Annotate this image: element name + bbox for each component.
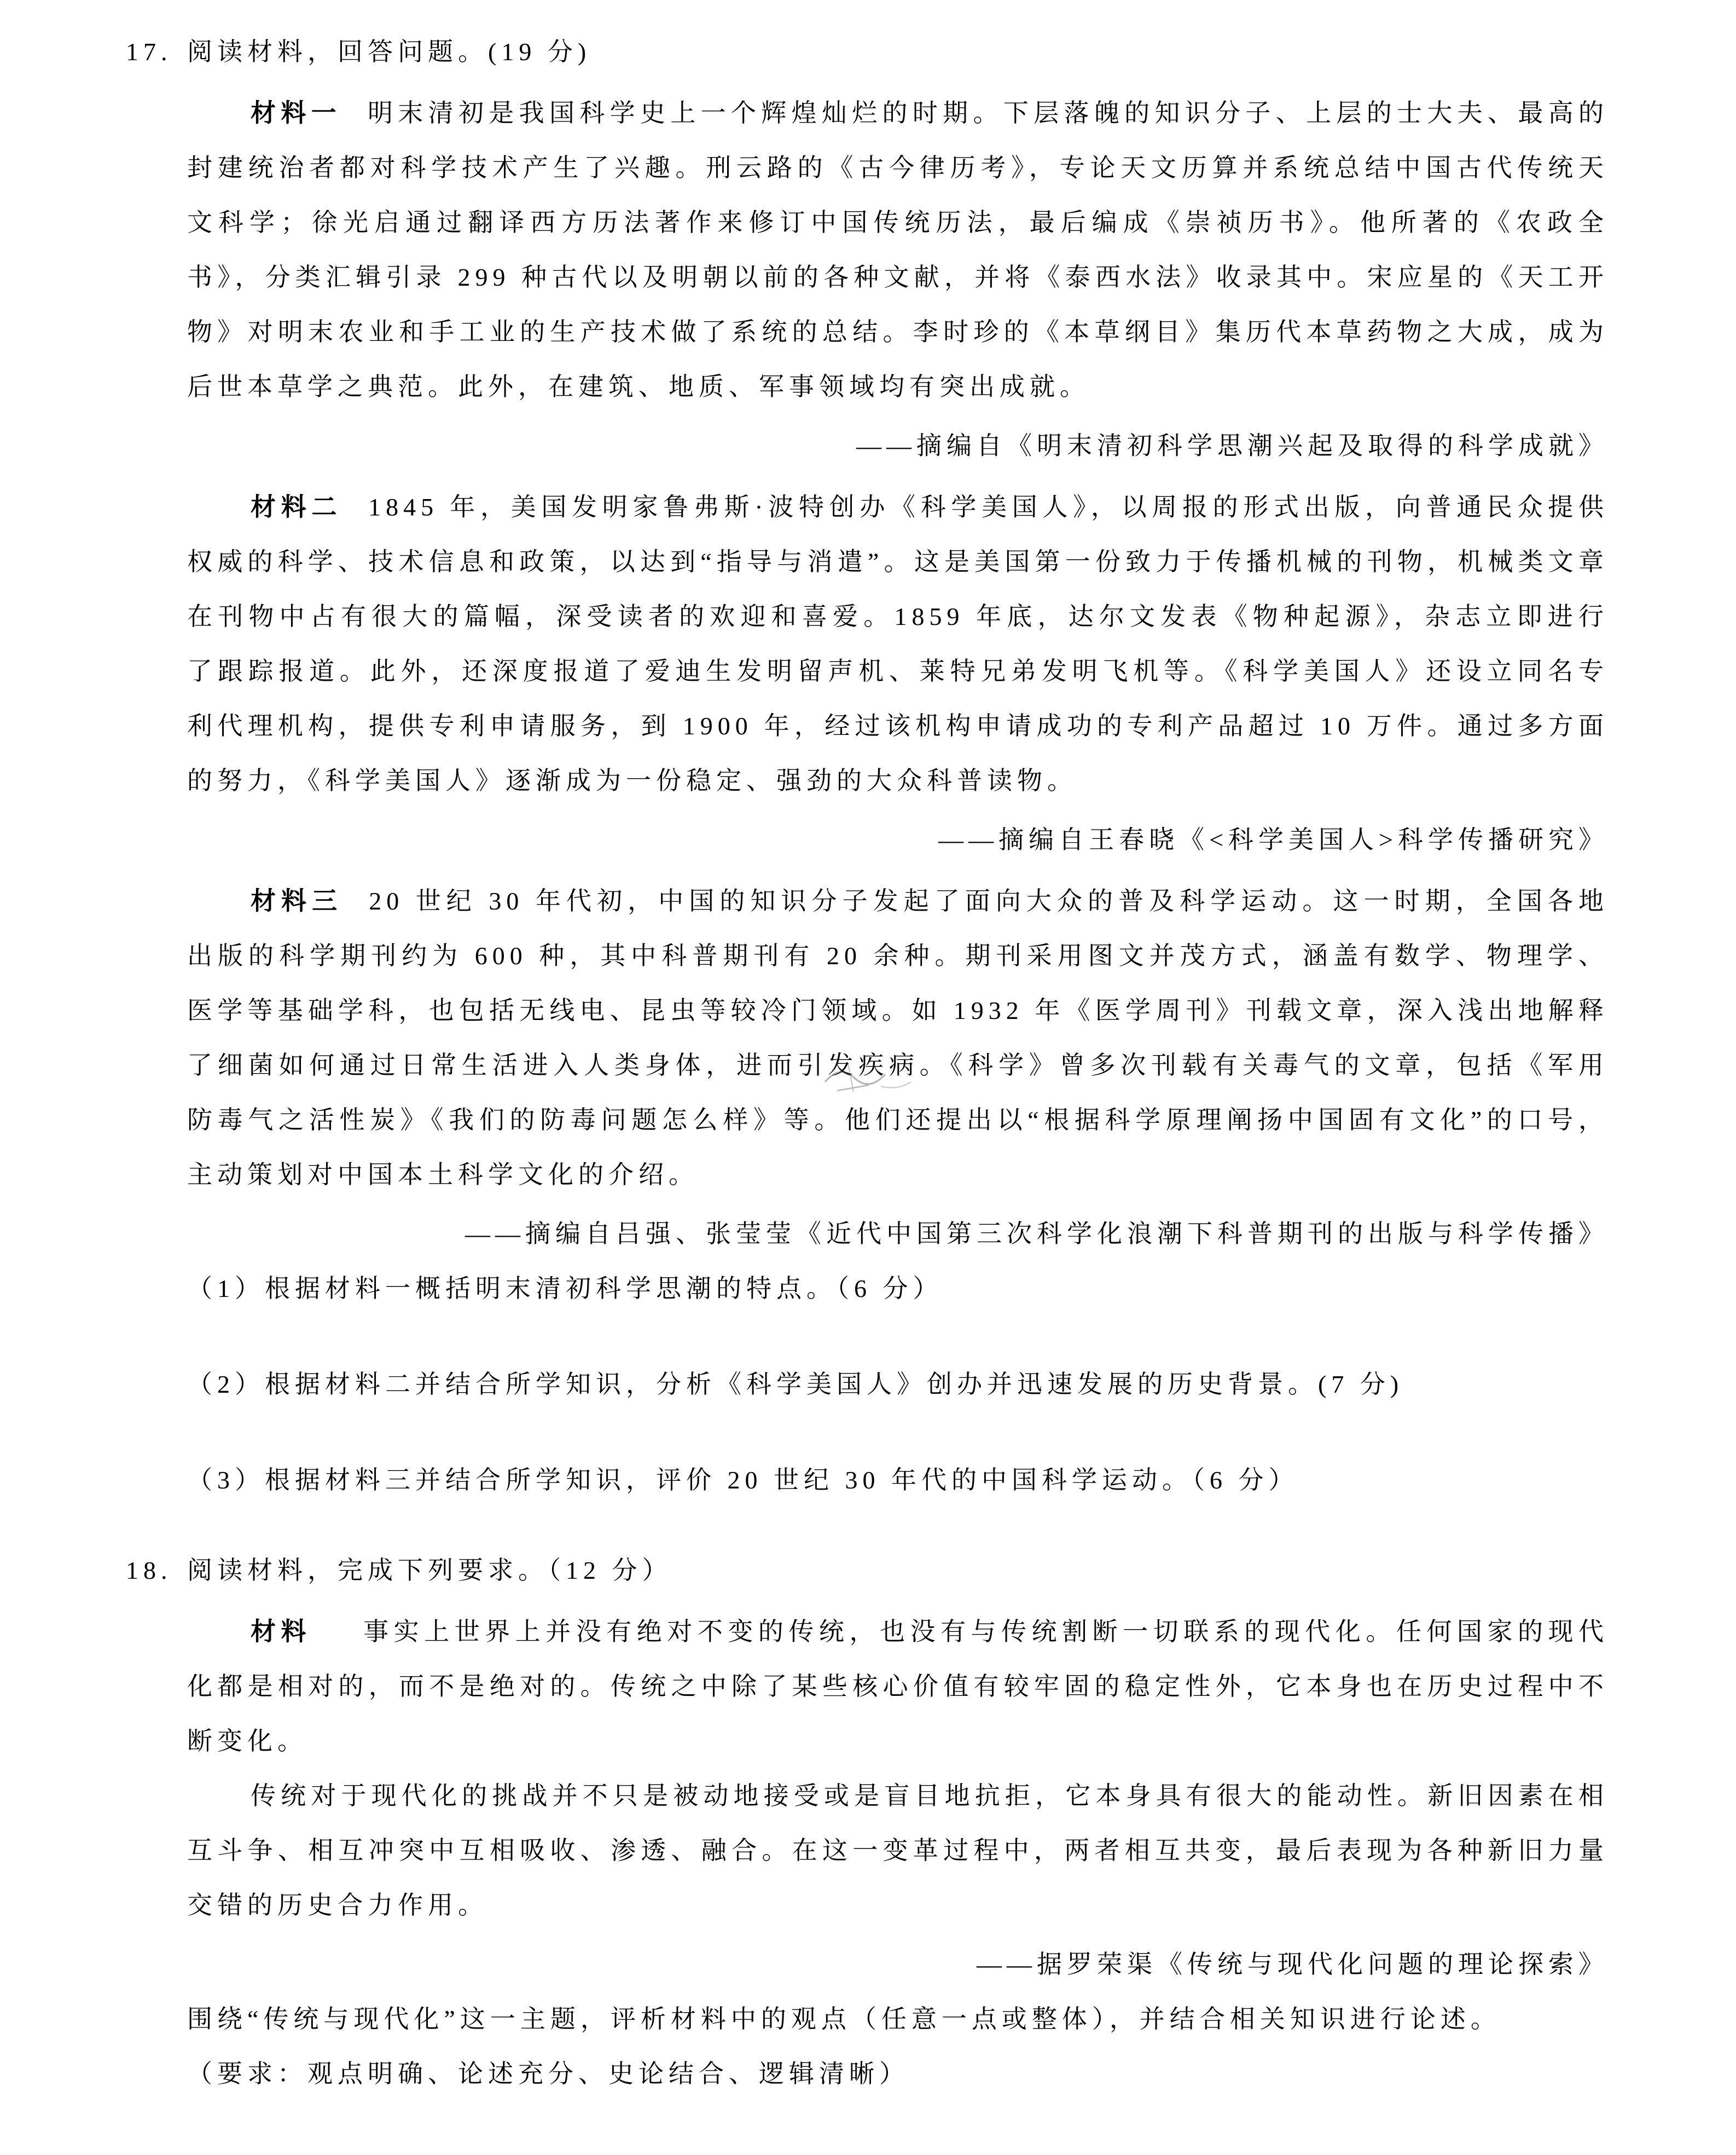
question-17 [0,25,1736,1508]
question-17-intro-line [126,25,1609,79]
material-1 [187,86,1609,414]
material-18-source: ——据罗荣渠《传统与现代化问题的理论探索》 [977,1950,1609,1978]
material-3-text: 20 世纪 30 年代初，中国的知识分子发起了面向大众的普及科学运动。这一时期，全国各地出版的科学期刊约为 600 种，其中科普期刊有 20 余种。期刊采用图文并茂方式，涵盖有数学、物理学、医学等基础学科，也包括无线电、昆虫等较冷门领域。如 1932 年《医学周刊》刊载文章，深入浅出地解释了细菌如何通过日常生活进入人类身体，进而引发疾病。《科学》曾多次刊载有关毒气的文章，包括《军用防毒气之活性炭》《我们的防毒问题怎么样》等。他们还提出以“根据科学原理阐扬中国固有文化”的口号，主动策划对中国本土科学文化的介绍。 [187,887,1609,1189]
question-18-number: 18. [126,1556,172,1584]
material-1-label: 材料一 [251,99,341,127]
question-18-intro-line [126,1543,1609,1598]
question-18-intro: 阅读材料，完成下列要求。（12 分） [187,1556,672,1584]
question-18 [0,1543,1736,2101]
requirement-line: （要求：观点明确、论述充分、史论结合、逻辑清晰） [187,2060,909,2088]
subquestion-1: （1）根据材料一概括明末清初科学思潮的特点。（6 分） [187,1275,943,1302]
material-3 [187,874,1609,1202]
material-2 [187,480,1609,808]
material-18-label: 材料 [251,1618,312,1646]
material-3-label: 材料三 [251,887,343,915]
question-17-number: 17. [126,38,172,66]
subquestion-2: （2）根据材料二并结合所学知识，分析《科学美国人》创办并迅速发展的历史背景。(7 分) [187,1370,1404,1398]
material-2-source: ——摘编自王春晓《<科学美国人>科学传播研究》 [938,826,1609,854]
material-18-paragraph-1: 事实上世界上并没有绝对不变的传统，也没有与传统割断一切联系的现代化。任何国家的现代化都是相对的，而不是绝对的。传统之中除了某些核心价值有较牢固的稳定性外，它本身也在历史过程中不断变化。 [187,1618,1609,1755]
material-3-source: ——摘编自吕强、张莹莹《近代中国第三次科学化浪潮下科普期刊的出版与科学传播》 [465,1220,1609,1248]
material-18 [187,1604,1609,1769]
material-1-text: 明末清初是我国科学史上一个辉煌灿烂的时期。下层落魄的知识分子、上层的士大夫、最高的封建统治者都对科学技术产生了兴趣。刑云路的《古今律历考》，专论天文历算并系统总结中国古代传统天文科学；徐光启通过翻译西方历法著作来修订中国传统历法，最后编成《崇祯历书》。他所著的《农政全书》，分类汇辑引录 299 种古代以及明朝以前的各种文献，并将《泰西水法》收录其中。宋应星的《天工开物》对明末农业和手工业的生产技术做了系统的总结。李时珍的《本草纲目》集历代本草药物之大成，成为后世本草学之典范。此外，在建筑、地质、军事领域均有突出成就。 [187,99,1609,401]
material-2-text: 1845 年，美国发明家鲁弗斯·波特创办《科学美国人》，以周报的形式出版，向普通民众提供权威的科学、技术信息和政策，以达到“指导与消遣”。这是美国第一份致力于传播机械的刊物，机械类文章在刊物中占有很大的篇幅，深受读者的欢迎和喜爱。1859 年底，达尔文发表《物种起源》，杂志立即进行了跟踪报道。此外，还深度报道了爱迪生发明留声机、莱特兄弟发明飞机等。《科学美国人》还设立同名专利代理机构，提供专利申请服务，到 1900 年，经过该机构申请成功的专利产品超过 10 万件。通过多方面的努力，《科学美国人》逐渐成为一份稳定、强劲的大众科普读物。 [187,493,1609,795]
material-18-paragraph-2: 传统对于现代化的挑战并不只是被动地接受或是盲目地抗拒，它本身具有很大的能动性。新旧因素在相互斗争、相互冲突中互相吸收、渗透、融合。在这一变革过程中，两者相互共变，最后表现为各种新旧力量交错的历史合力作用。 [187,1782,1609,1919]
question-17-intro: 阅读材料，回答问题。(19 分) [187,38,591,66]
task-line: 围绕“传统与现代化”这一主题，评析材料中的观点（任意一点或整体），并结合相关知识进行论述。 [187,2005,1501,2033]
subquestion-3: （3）根据材料三并结合所学知识，评价 20 世纪 30 年代的中国科学运动。（6 分） [187,1466,1299,1494]
material-1-source: ——摘编自《明末清初科学思潮兴起及取得的科学成就》 [856,432,1609,460]
material-2-label: 材料二 [251,493,342,521]
